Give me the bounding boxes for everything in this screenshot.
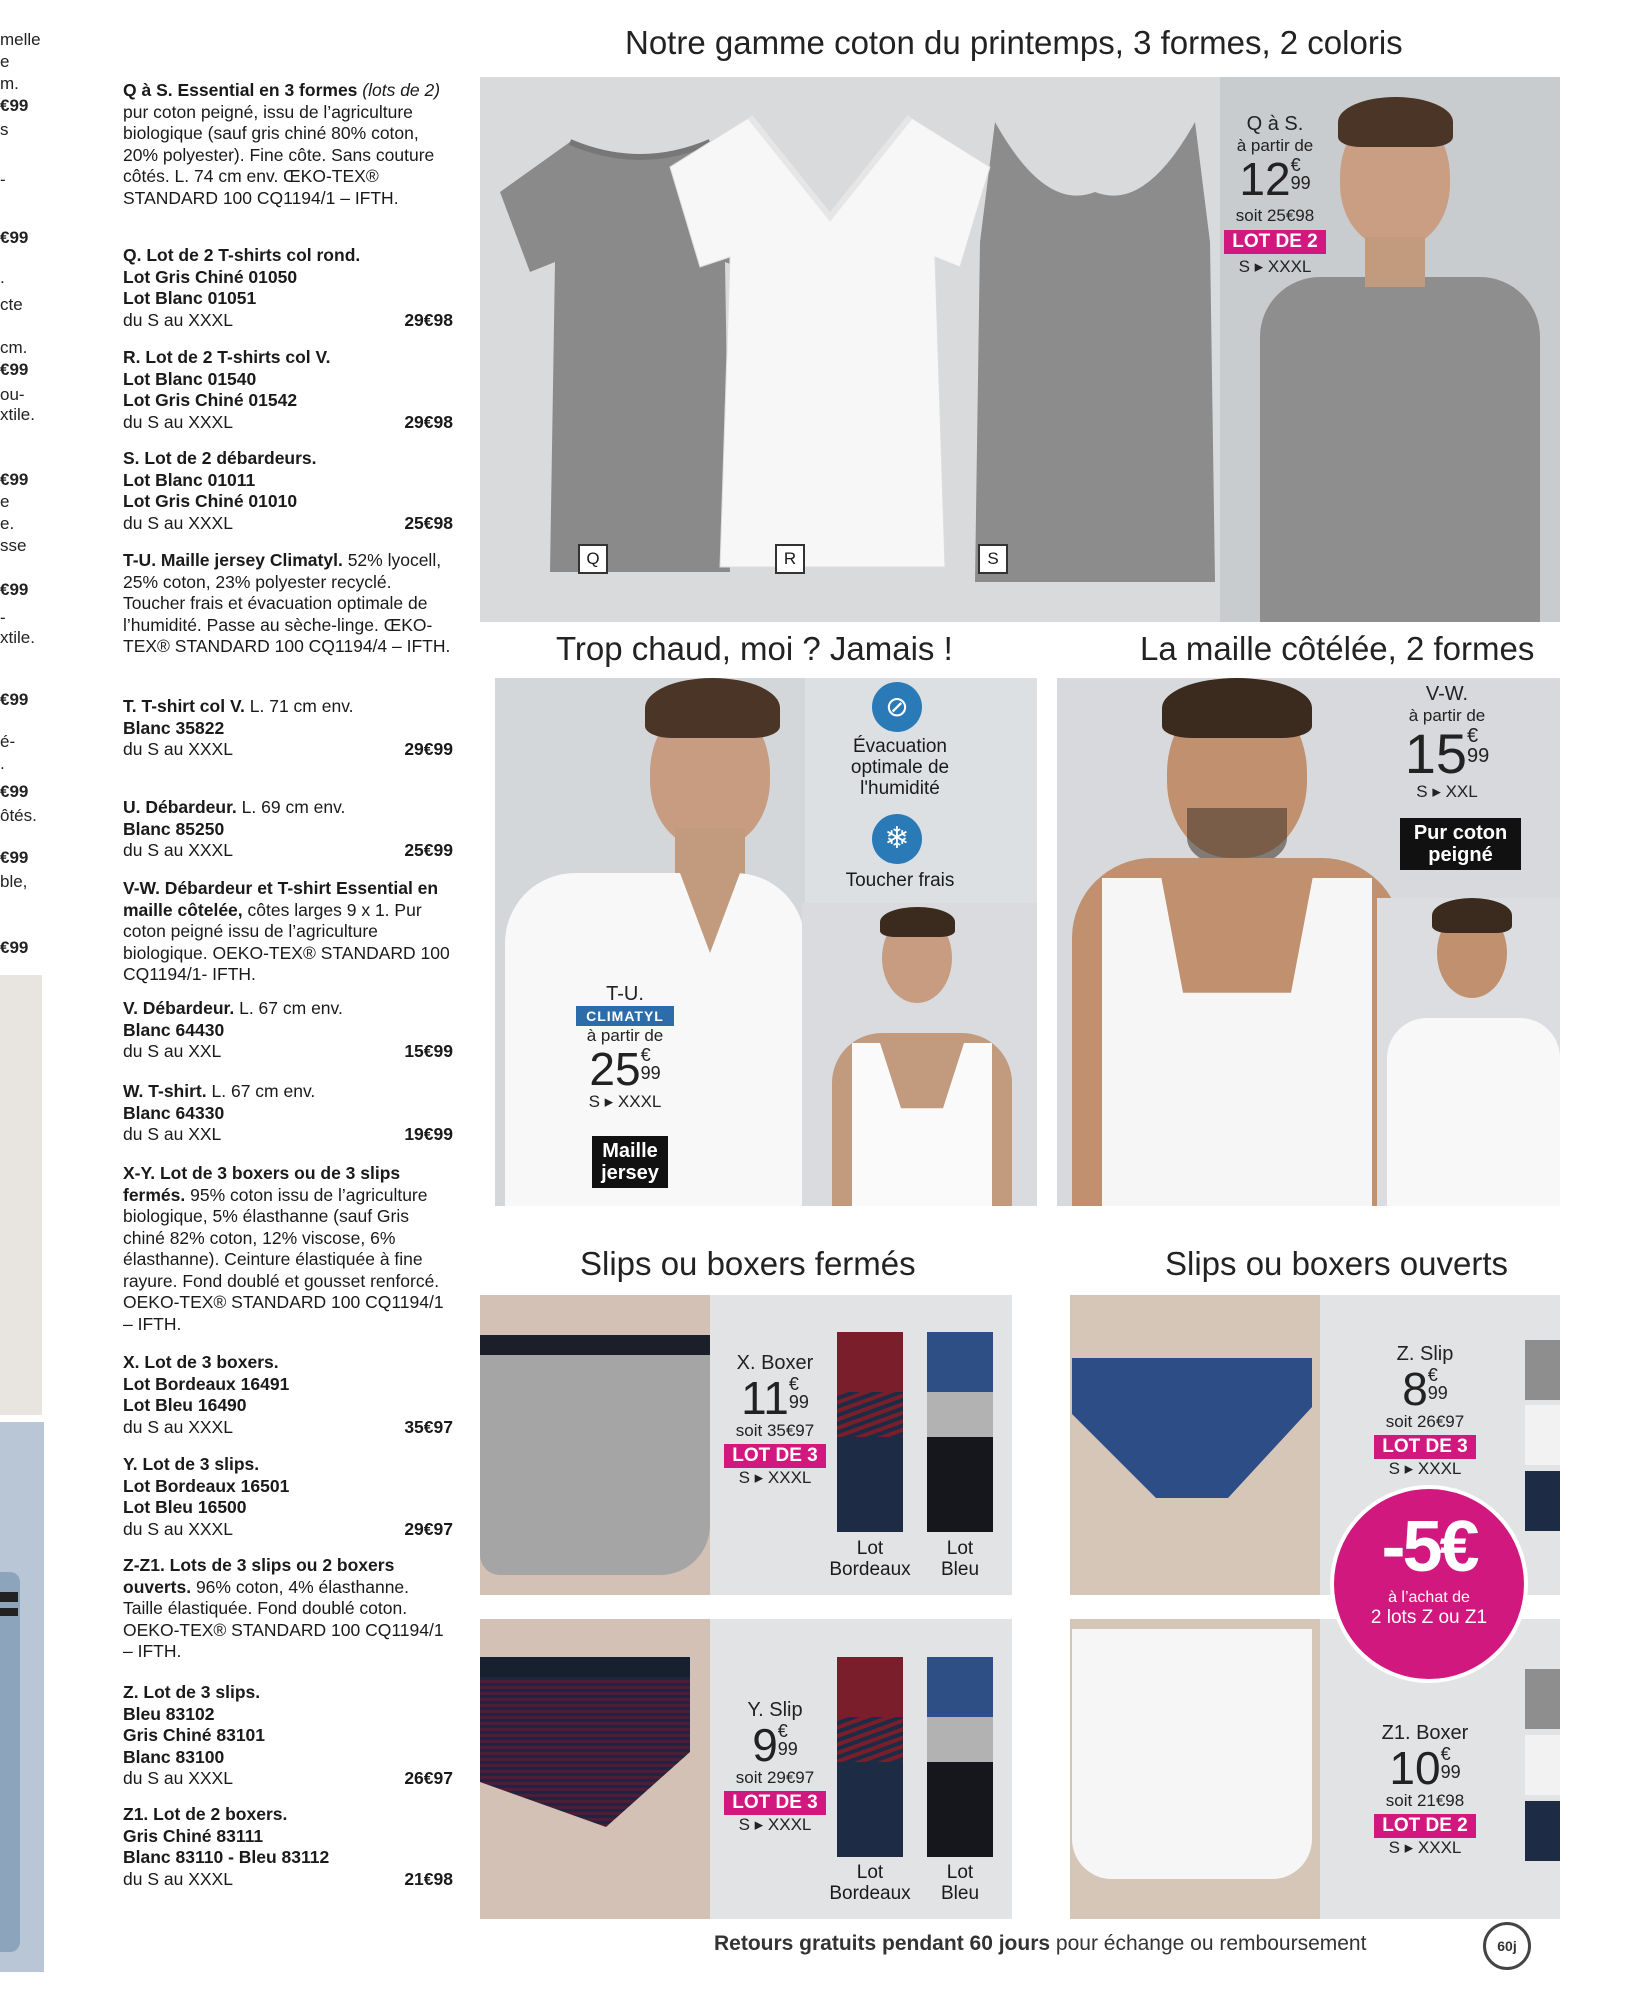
- product-title: Z-Z1. Lots de 3 slips ou 2 boxers ouverts.: [123, 1555, 395, 1597]
- boxer-x-lot-bordeaux: Lot Bordeaux: [829, 1538, 911, 1580]
- left-strip-line: €99: [0, 580, 29, 599]
- return-60-days-icon: [1483, 1922, 1531, 1970]
- product-description: pur coton peigné, issu de l’agriculture biologique (sauf gris chiné 80% coton, 20% polyester). Fine côte. Sans couture côtés. L. 74 cm env. ŒKO-TEX® STANDARD 100 CQ1194/1 – IFTH.: [123, 101, 435, 208]
- feature-cool-touch: Toucher frais: [845, 870, 955, 891]
- product-ref-line: Blanc 85250: [123, 818, 225, 839]
- left-strip-line: .: [0, 268, 5, 287]
- snowflake-icon: ❄: [872, 814, 922, 864]
- boxer-z1-size: S ▸ XXXL: [1388, 1838, 1462, 1857]
- product-ref-line: Blanc 83100: [123, 1746, 225, 1767]
- left-strip-line: melle: [0, 30, 41, 49]
- return-icon-label: 60j: [1497, 1938, 1517, 1954]
- tag-q: Q: [578, 544, 608, 574]
- product-entry: [123, 1454, 453, 1540]
- product-description: 96% coton, 4% élasthanne. Taille élastiquée. Fond doublé coton. OEKO-TEX® STANDARD 100 CQ1194/1 – IFTH.: [123, 1576, 444, 1661]
- product-title: U. Débardeur.: [123, 797, 237, 817]
- product-ref-line: Blanc 83110 - Bleu 83112: [123, 1847, 330, 1867]
- product-entry: [123, 696, 453, 761]
- product-ref-line: Lot Blanc 01011: [123, 469, 256, 490]
- product-ref-line: Blanc 64430: [123, 1019, 225, 1040]
- product-entry: [123, 878, 453, 986]
- product-sizes: du S au XXXL: [123, 739, 233, 759]
- product-italic: (lots de 2): [362, 80, 441, 100]
- product-text: [123, 696, 453, 718]
- climatyl-from: à partir de: [586, 1026, 664, 1045]
- boxer-x-price-cents: 99: [788, 1392, 809, 1412]
- product-price: 29€99: [404, 739, 453, 759]
- slip-y-price-euros: 9: [752, 1719, 778, 1771]
- boxer-x-price-cur: €: [788, 1374, 799, 1394]
- left-panel-beige: [0, 975, 42, 1415]
- swatch-blue-lot: [927, 1332, 993, 1532]
- product-text: [123, 1352, 453, 1374]
- product-ref-line: Lot Bordeaux 16491: [123, 1373, 290, 1394]
- product-ref-line: Lot Bleu 16490: [123, 1395, 247, 1415]
- product-sizes: du S au XXXL: [123, 309, 233, 330]
- product-price: 21€98: [404, 1868, 453, 1889]
- hero-price: [1180, 153, 1370, 205]
- product-entry: [123, 245, 453, 331]
- product-entry: [123, 797, 453, 862]
- product-text: [123, 1081, 453, 1103]
- product-price: 25€99: [404, 840, 453, 860]
- left-strip-line: xtile.: [0, 405, 35, 424]
- hero-price-box: [1180, 113, 1370, 277]
- product-description: 95% coton issu de l’agriculture biologique, 5% élasthanne (sauf Gris chiné 82% coton, 12% viscose, 6% élasthanne). Ceinture élastiquée à fine rayure. Fond doublé et gousset renforcé. OEKO-TEX® STANDARD 100 CQ1194/1 – IFTH.: [123, 1184, 444, 1334]
- product-price: 19€99: [404, 1124, 453, 1144]
- swatch-bordeaux-lot: [837, 1332, 903, 1532]
- tag-s: S: [978, 544, 1008, 574]
- boxer-z1-price-box: [1360, 1722, 1490, 1858]
- product-sizes: du S au XXXL: [123, 1768, 233, 1788]
- footer-bold: Retours gratuits pendant 60 jours: [714, 1932, 1051, 1955]
- boxer-z1-price: [1360, 1742, 1490, 1794]
- product-ref-line: Gris Chiné 83101: [123, 1725, 266, 1745]
- product-sizes: du S au XXXL: [123, 840, 233, 860]
- left-strip-line: -: [0, 608, 6, 627]
- ribbed-ref: V-W.: [1425, 683, 1469, 705]
- product-entry: [123, 550, 453, 658]
- boxer-x-lot-badge: LOT DE 3: [724, 1444, 826, 1468]
- product-sizes: du S au XXXL: [123, 1518, 233, 1539]
- slip-y-ref: Y. Slip: [747, 1699, 803, 1721]
- product-entry: [123, 998, 453, 1063]
- slip-z-price-cur: €: [1427, 1365, 1438, 1385]
- slip-z-soit: soit 26€97: [1385, 1412, 1465, 1431]
- product-ref-line: Lot Gris Chiné 01050: [123, 266, 298, 287]
- product-ref-line: Blanc 64330: [123, 1102, 225, 1123]
- product-price: 15€99: [404, 1041, 453, 1061]
- slip-y-price-cents: 99: [777, 1739, 798, 1759]
- promo-line2: 2 lots Z ou Z1: [1370, 1607, 1488, 1628]
- product-title: V-W. Débardeur et T-shirt Essential en maille côtelée,: [123, 878, 439, 920]
- hero-from: à partir de: [1236, 136, 1314, 155]
- boxer-z1-price-euros: 10: [1389, 1742, 1441, 1794]
- product-title: Q. Lot de 2 T-shirts col rond.: [123, 245, 361, 265]
- swatch-bordeaux-slip: [837, 1657, 903, 1857]
- free-returns-footer: [714, 1932, 1366, 1956]
- product-text: [123, 550, 453, 658]
- left-strip-line: m.: [0, 74, 19, 93]
- slip-z-lot-badge: LOT DE 3: [1374, 1435, 1476, 1459]
- left-strip-line: xtile.: [0, 628, 35, 647]
- left-strip-line: ble,: [0, 872, 28, 891]
- slip-y-price-box: [715, 1699, 835, 1835]
- product-title: Y. Lot de 3 slips.: [123, 1454, 260, 1474]
- boxer-x-ref: X. Boxer: [736, 1352, 814, 1374]
- product-ref-line: Bleu 83102: [123, 1703, 215, 1724]
- white-vneck-tshirt-image: [660, 97, 1000, 577]
- product-entry: [123, 1682, 453, 1790]
- product-text: [123, 1163, 453, 1335]
- promo-amount: -5€: [1381, 1507, 1477, 1587]
- left-strip-line: e: [0, 492, 10, 511]
- product-title: T-U. Maille jersey Climatyl.: [123, 550, 343, 570]
- product-entry: [123, 80, 453, 209]
- product-text: [123, 1804, 453, 1826]
- slip-z-price: [1360, 1363, 1490, 1415]
- boxer-z1-lot-badge: LOT DE 2: [1374, 1814, 1476, 1838]
- hero-photo-panel: [480, 77, 1560, 622]
- boxer-z1-soit: soit 21€98: [1385, 1791, 1465, 1810]
- left-strip-line: s: [0, 120, 9, 139]
- climatyl-size: S ▸ XXXL: [588, 1092, 662, 1111]
- maille-jersey-badge: Maille jersey: [592, 1136, 668, 1188]
- boxer-x-price-euros: 11: [741, 1372, 789, 1424]
- left-strip-line: €99: [0, 690, 29, 709]
- climatyl-ref: T-U.: [606, 983, 644, 1005]
- product-text: [123, 347, 453, 369]
- slip-z-price-euros: 8: [1402, 1363, 1428, 1415]
- product-price: 29€98: [404, 411, 453, 432]
- slip-y-lot-bordeaux: Lot Bordeaux: [829, 1862, 911, 1904]
- product-ref-line: Lot Gris Chiné 01010: [123, 491, 298, 511]
- product-measure: L. 67 cm env.: [211, 1081, 316, 1101]
- drop-icon: ⊘: [872, 682, 922, 732]
- hero-soit: soit 25€98: [1235, 206, 1315, 225]
- product-title: W. T-shirt.: [123, 1081, 207, 1101]
- ribbed-price-euros: 15: [1404, 722, 1468, 785]
- footer-rest: pour échange ou remboursement: [1055, 1932, 1367, 1955]
- product-ref-line: Gris Chiné 83111: [123, 1825, 264, 1846]
- product-text: [123, 1454, 453, 1476]
- left-strip-line: ou-: [0, 385, 25, 404]
- swatch-blue-slip: [927, 1657, 993, 1857]
- hero-price-cur: €: [1290, 155, 1301, 175]
- boxer-z1-price-cur: €: [1440, 1744, 1451, 1764]
- ribbed-from: à partir de: [1408, 706, 1486, 725]
- left-strip-line: e.: [0, 514, 15, 533]
- product-entry: [123, 1163, 453, 1335]
- left-strip-line: €99: [0, 360, 29, 379]
- feature-moisture: Évacuation optimale de l'humidité: [850, 736, 950, 799]
- slip-y-size: S ▸ XXXL: [738, 1815, 812, 1834]
- boxer-x-soit: soit 35€97: [735, 1421, 815, 1440]
- left-strip-line: -: [0, 170, 6, 189]
- product-entry: [123, 448, 453, 534]
- boxer-x-panel: [480, 1295, 1012, 1595]
- slip-z-size: S ▸ XXXL: [1388, 1459, 1462, 1478]
- product-entry: [123, 347, 453, 433]
- title-climatyl: Trop chaud, moi ? Jamais !: [556, 630, 953, 667]
- left-strip-line: €99: [0, 938, 29, 957]
- product-ref-line: Lot Blanc 01051: [123, 288, 257, 308]
- product-title: X-Y. Lot de 3 boxers ou de 3 slips fermés.: [123, 1163, 401, 1205]
- product-measure: L. 67 cm env.: [239, 998, 343, 1018]
- product-ref-line: Blanc 35822: [123, 717, 225, 738]
- pur-coton-badge: Pur coton peigné: [1400, 818, 1521, 870]
- promo-discount-badge: [1330, 1485, 1528, 1683]
- left-strip-line: €99: [0, 96, 29, 115]
- product-text: [123, 797, 453, 819]
- ribbed-size: S ▸ XXL: [1416, 782, 1478, 801]
- ribbed-price: [1387, 722, 1507, 785]
- ribbed-price-cents: 99: [1467, 745, 1490, 767]
- climatyl-price-cur: €: [640, 1045, 651, 1065]
- left-strip-line: €99: [0, 848, 29, 867]
- product-entry: [123, 1804, 453, 1890]
- product-title: T. T-shirt col V.: [123, 696, 245, 716]
- product-sizes: du S au XXL: [123, 1041, 222, 1061]
- climatyl-price-box: [555, 983, 695, 1112]
- product-entry: [123, 1081, 453, 1146]
- left-strip-line: ôtés.: [0, 806, 37, 825]
- title-open-underwear: Slips ou boxers ouverts: [1165, 1245, 1509, 1282]
- slip-z-ref: Z. Slip: [1396, 1343, 1454, 1365]
- boxer-x-size: S ▸ XXXL: [738, 1468, 812, 1487]
- title-cotton-range: Notre gamme coton du printemps, 3 formes, 2 coloris: [625, 24, 1403, 61]
- left-panel-blue: [0, 1422, 44, 1972]
- slip-y-lot-badge: LOT DE 3: [724, 1791, 826, 1815]
- product-ref-line: Lot Bordeaux 16501: [123, 1475, 290, 1496]
- boxer-x-lot-bleu: Lot Bleu: [940, 1538, 980, 1580]
- hero-price-euros: 12: [1239, 153, 1291, 205]
- product-measure: L. 71 cm env.: [249, 696, 354, 716]
- product-title: Z1. Lot de 2 boxers.: [123, 1804, 288, 1824]
- product-title: V. Débardeur.: [123, 998, 235, 1018]
- product-price: 35€97: [404, 1416, 453, 1437]
- slip-y-lot-bleu: Lot Bleu: [940, 1862, 980, 1904]
- left-strip-line: €99: [0, 470, 29, 489]
- product-text: [123, 245, 453, 267]
- left-strip-line: €99: [0, 782, 29, 801]
- climatyl-brand-badge: CLIMATYL: [576, 1006, 674, 1026]
- product-price: 29€97: [404, 1518, 453, 1539]
- tag-r: R: [775, 544, 805, 574]
- ribbed-photo-panel: [1057, 678, 1560, 1206]
- slip-y-price-cur: €: [777, 1721, 788, 1741]
- product-entry: [123, 1352, 453, 1438]
- product-text: [123, 998, 453, 1020]
- product-sizes: du S au XXXL: [123, 512, 233, 533]
- ribbed-price-cur: €: [1467, 725, 1479, 747]
- product-title: X. Lot de 3 boxers.: [123, 1352, 279, 1372]
- hero-price-cents: 99: [1290, 173, 1311, 193]
- product-title: Q à S. Essential en 3 formes: [123, 80, 358, 100]
- boxer-z1-ref: Z1. Boxer: [1381, 1722, 1469, 1744]
- left-strip-line: e: [0, 52, 10, 71]
- boxer-x-price: [715, 1372, 835, 1424]
- left-strip-line: €99: [0, 228, 29, 247]
- slip-y-price: [715, 1719, 835, 1771]
- hero-size: S ▸ XXXL: [1238, 257, 1312, 276]
- slip-z-price-cents: 99: [1427, 1383, 1448, 1403]
- boxer-z1-price-cents: 99: [1440, 1762, 1461, 1782]
- product-description: 52% lyocell, 25% coton, 23% polyester recyclé. Toucher frais et évacuation optimale de l’humidité. Passe au sèche-linge. ŒKO-TEX® STANDARD 100 CQ1194/4 – IFTH.: [123, 550, 451, 656]
- product-ref-line: Lot Gris Chiné 01542: [123, 390, 298, 410]
- product-sizes: du S au XXXL: [123, 1416, 233, 1437]
- product-ref-line: Lot Blanc 01540: [123, 368, 257, 389]
- climatyl-photo-panel: [495, 678, 1037, 1206]
- product-text: [123, 1555, 453, 1663]
- left-strip-line: cm.: [0, 338, 28, 357]
- product-entry: [123, 1555, 453, 1663]
- title-ribbed: La maille côtélée, 2 formes: [1140, 630, 1535, 667]
- left-strip-line: sse: [0, 536, 27, 555]
- title-closed-underwear: Slips ou boxers fermés: [580, 1245, 916, 1282]
- product-text: [123, 80, 453, 209]
- product-price: 26€97: [404, 1768, 453, 1788]
- hero-lot-badge: LOT DE 2: [1224, 230, 1326, 254]
- left-strip-line: é-: [0, 732, 16, 751]
- product-ref-line: Lot Bleu 16500: [123, 1497, 247, 1517]
- slip-z-price-box: [1360, 1343, 1490, 1479]
- climatyl-price-cents: 99: [640, 1063, 661, 1083]
- product-title: R. Lot de 2 T-shirts col V.: [123, 347, 331, 367]
- product-title: Z. Lot de 3 slips.: [123, 1682, 261, 1702]
- left-strip-line: cte: [0, 295, 23, 314]
- promo-line1: à l’achat de: [1388, 1589, 1470, 1606]
- product-sizes: du S au XXXL: [123, 411, 233, 432]
- product-measure: L. 69 cm env.: [241, 797, 346, 817]
- product-sizes: du S au XXL: [123, 1124, 222, 1144]
- product-text: [123, 448, 453, 470]
- product-price: 29€98: [404, 309, 453, 330]
- left-strip-line: .: [0, 754, 5, 773]
- product-title: S. Lot de 2 débardeurs.: [123, 448, 317, 468]
- climatyl-price: [555, 1043, 695, 1095]
- slip-y-soit: soit 29€97: [735, 1768, 815, 1787]
- product-price: 25€98: [404, 512, 453, 533]
- climatyl-price-euros: 25: [589, 1043, 641, 1095]
- product-description: côtes larges 9 x 1. Pur coton peigné issu de l’agriculture biologique. OEKO-TEX® STANDARD 100 CQ1194/1- IFTH.: [123, 899, 450, 984]
- hero-ref: Q à S.: [1246, 113, 1304, 135]
- slip-y-panel: [480, 1619, 1012, 1919]
- product-text: [123, 1682, 453, 1704]
- boxer-x-price-box: [715, 1352, 835, 1488]
- ribbed-price-box: [1387, 683, 1507, 802]
- product-text: [123, 878, 453, 986]
- product-sizes: du S au XXXL: [123, 1868, 233, 1889]
